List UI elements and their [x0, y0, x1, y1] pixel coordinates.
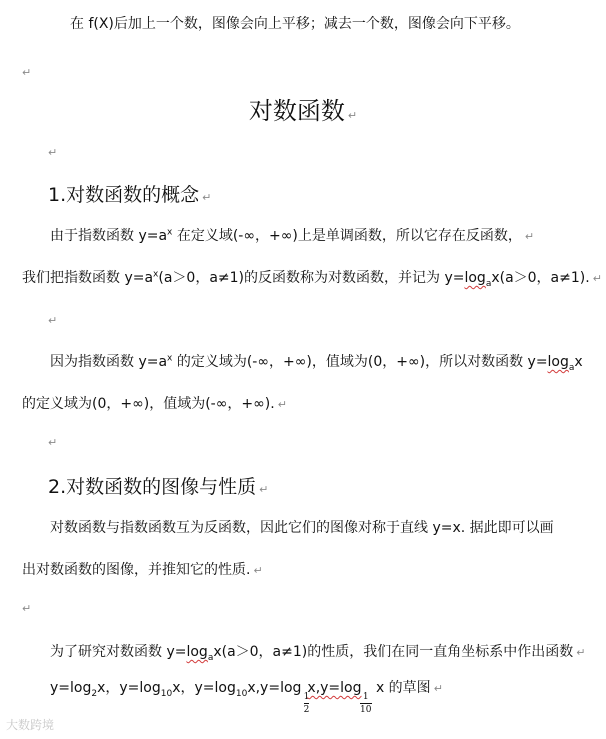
watermark: 大数跨境: [6, 718, 55, 732]
log-half: x,y=log 1 2: [247, 680, 310, 715]
spellcheck-word: $\log_a$: [186, 644, 214, 663]
paragraph-mark: ↵: [22, 66, 32, 79]
page-title: 对数函数 ↵: [248, 97, 358, 125]
paragraph-mark: ↵: [48, 146, 58, 159]
intro-line: 在 f(X)后加上一个数，图像会向上平移；减去一个数，图像会向下平移。: [70, 16, 520, 32]
paragraph-line: 由于指数函数 $y=a^x$ 在定义域(-∞，+∞)上是单调函数，所以它存在反函数， ↵: [50, 227, 535, 244]
paragraph-mark: ↵: [22, 602, 32, 615]
paragraph-line-formulas: $y=\log_2x$，$y=\log_{10}x$，$y=\log_{10}x,y=\log$ 1 2 x,y=log 1 10 x 的草图 ↵: [50, 680, 443, 715]
paragraph-line: 出对数函数的图像，并推知它的性质. ↵: [22, 562, 263, 578]
section-heading-2: 2.对数函数的图像与性质 ↵: [48, 476, 269, 498]
paragraph-line: 的定义域为(0，+∞)，值域为(-∞，+∞). ↵: [22, 396, 287, 412]
spellcheck-word: $\log_a$: [464, 270, 492, 289]
section-heading-1: 1.对数函数的概念 ↵: [48, 184, 212, 206]
paragraph-line: 为了研究对数函数 $y=\log_ax(a>0$，a≠1)的性质，我们在同一直角坐标系中作出函数 ↵: [50, 644, 586, 663]
log-tenth: x,y=log 1 10: [307, 680, 372, 715]
paragraph-line: 对数函数与指数函数互为反函数，因此它们的图像对称于直线 y=x. 据此即可以画: [50, 520, 554, 536]
paragraph-mark: ↵: [48, 314, 58, 327]
spellcheck-word: $\log_a$: [547, 354, 575, 373]
paragraph-line: 因为指数函数 $y=a^x$ 的定义域为(-∞，+∞)，值域为(0，+∞)，所以对数函数 $y=\log_ax$: [50, 353, 583, 373]
paragraph-mark: ↵: [48, 436, 58, 449]
paragraph-line: 我们把指数函数 $y=a^x(a>0$，a≠1)的反函数称为对数函数，并记为 $y=\log_ax(a>0$，a≠1). ↵: [22, 269, 602, 289]
